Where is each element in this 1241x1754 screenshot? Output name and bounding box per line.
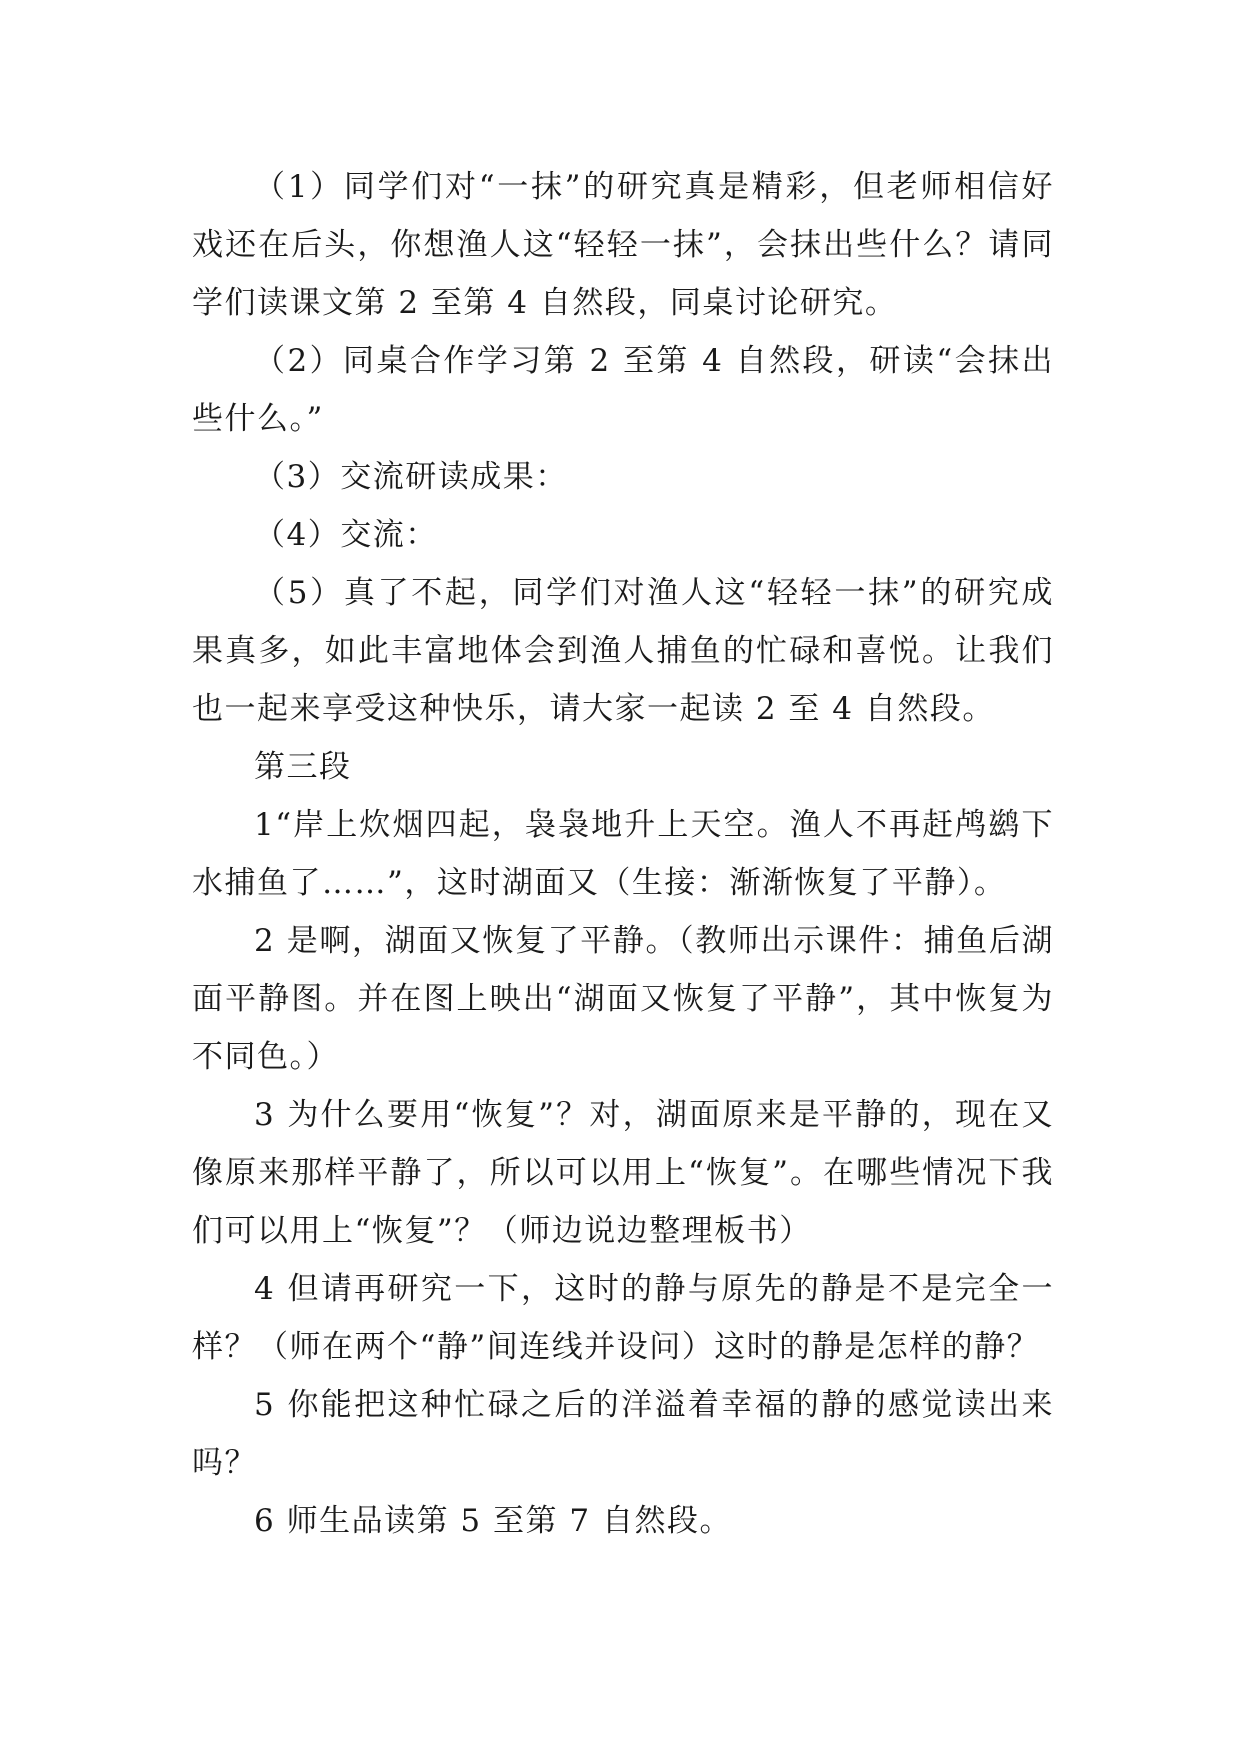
paragraph-10: 5 你能把这种忙碌之后的洋溢着幸福的静的感觉读出来吗？ (192, 1387, 1054, 1481)
paragraph-1: （1）同学们对“一抹”的研究真是精彩，但老师相信好戏还在后头，你想渔人这“轻轻一抹”，会抹出些什么？请同学们读课文第 2 至第 4 自然段，同桌讨论研究。 (192, 169, 1054, 321)
paragraph-2: （2）同桌合作学习第 2 至第 4 自然段，研读“会抹出些什么。” (192, 343, 1054, 437)
document-body (192, 158, 1054, 1550)
paragraph-11: 6 师生品读第 5 至第 7 自然段。 (254, 1503, 732, 1539)
paragraph-3: （3）交流研读成果： (254, 459, 568, 495)
paragraph-5: （5）真了不起，同学们对渔人这“轻轻一抹”的研究成果真多，如此丰富地体会到渔人捕鱼的忙碌和喜悦。让我们也一起来享受这种快乐，请大家一起读 2 至 4 自然段。 (192, 575, 1054, 727)
section-heading: 第三段 (254, 749, 352, 785)
paragraph-7: 2 是啊，湖面又恢复了平静。（教师出示课件：捕鱼后湖面平静图。并在图上映出“湖面又恢复了平静”，其中恢复为不同色。） (192, 923, 1054, 1075)
paragraph-4: （4）交流： (254, 517, 438, 553)
paragraph-6: 1“岸上炊烟四起，袅袅地升上天空。渔人不再赶鸬鹚下水捕鱼了……”，这时湖面又（生接：渐渐恢复了平静）。 (192, 807, 1054, 901)
paragraph-8: 3 为什么要用“恢复”？对，湖面原来是平静的，现在又像原来那样平静了，所以可以用上“恢复”。在哪些情况下我们可以用上“恢复”？（师边说边整理板书） (192, 1097, 1054, 1249)
paragraph-9: 4 但请再研究一下，这时的静与原先的静是不是完全一样？（师在两个“静”间连线并设问）这时的静是怎样的静？ (192, 1271, 1054, 1365)
